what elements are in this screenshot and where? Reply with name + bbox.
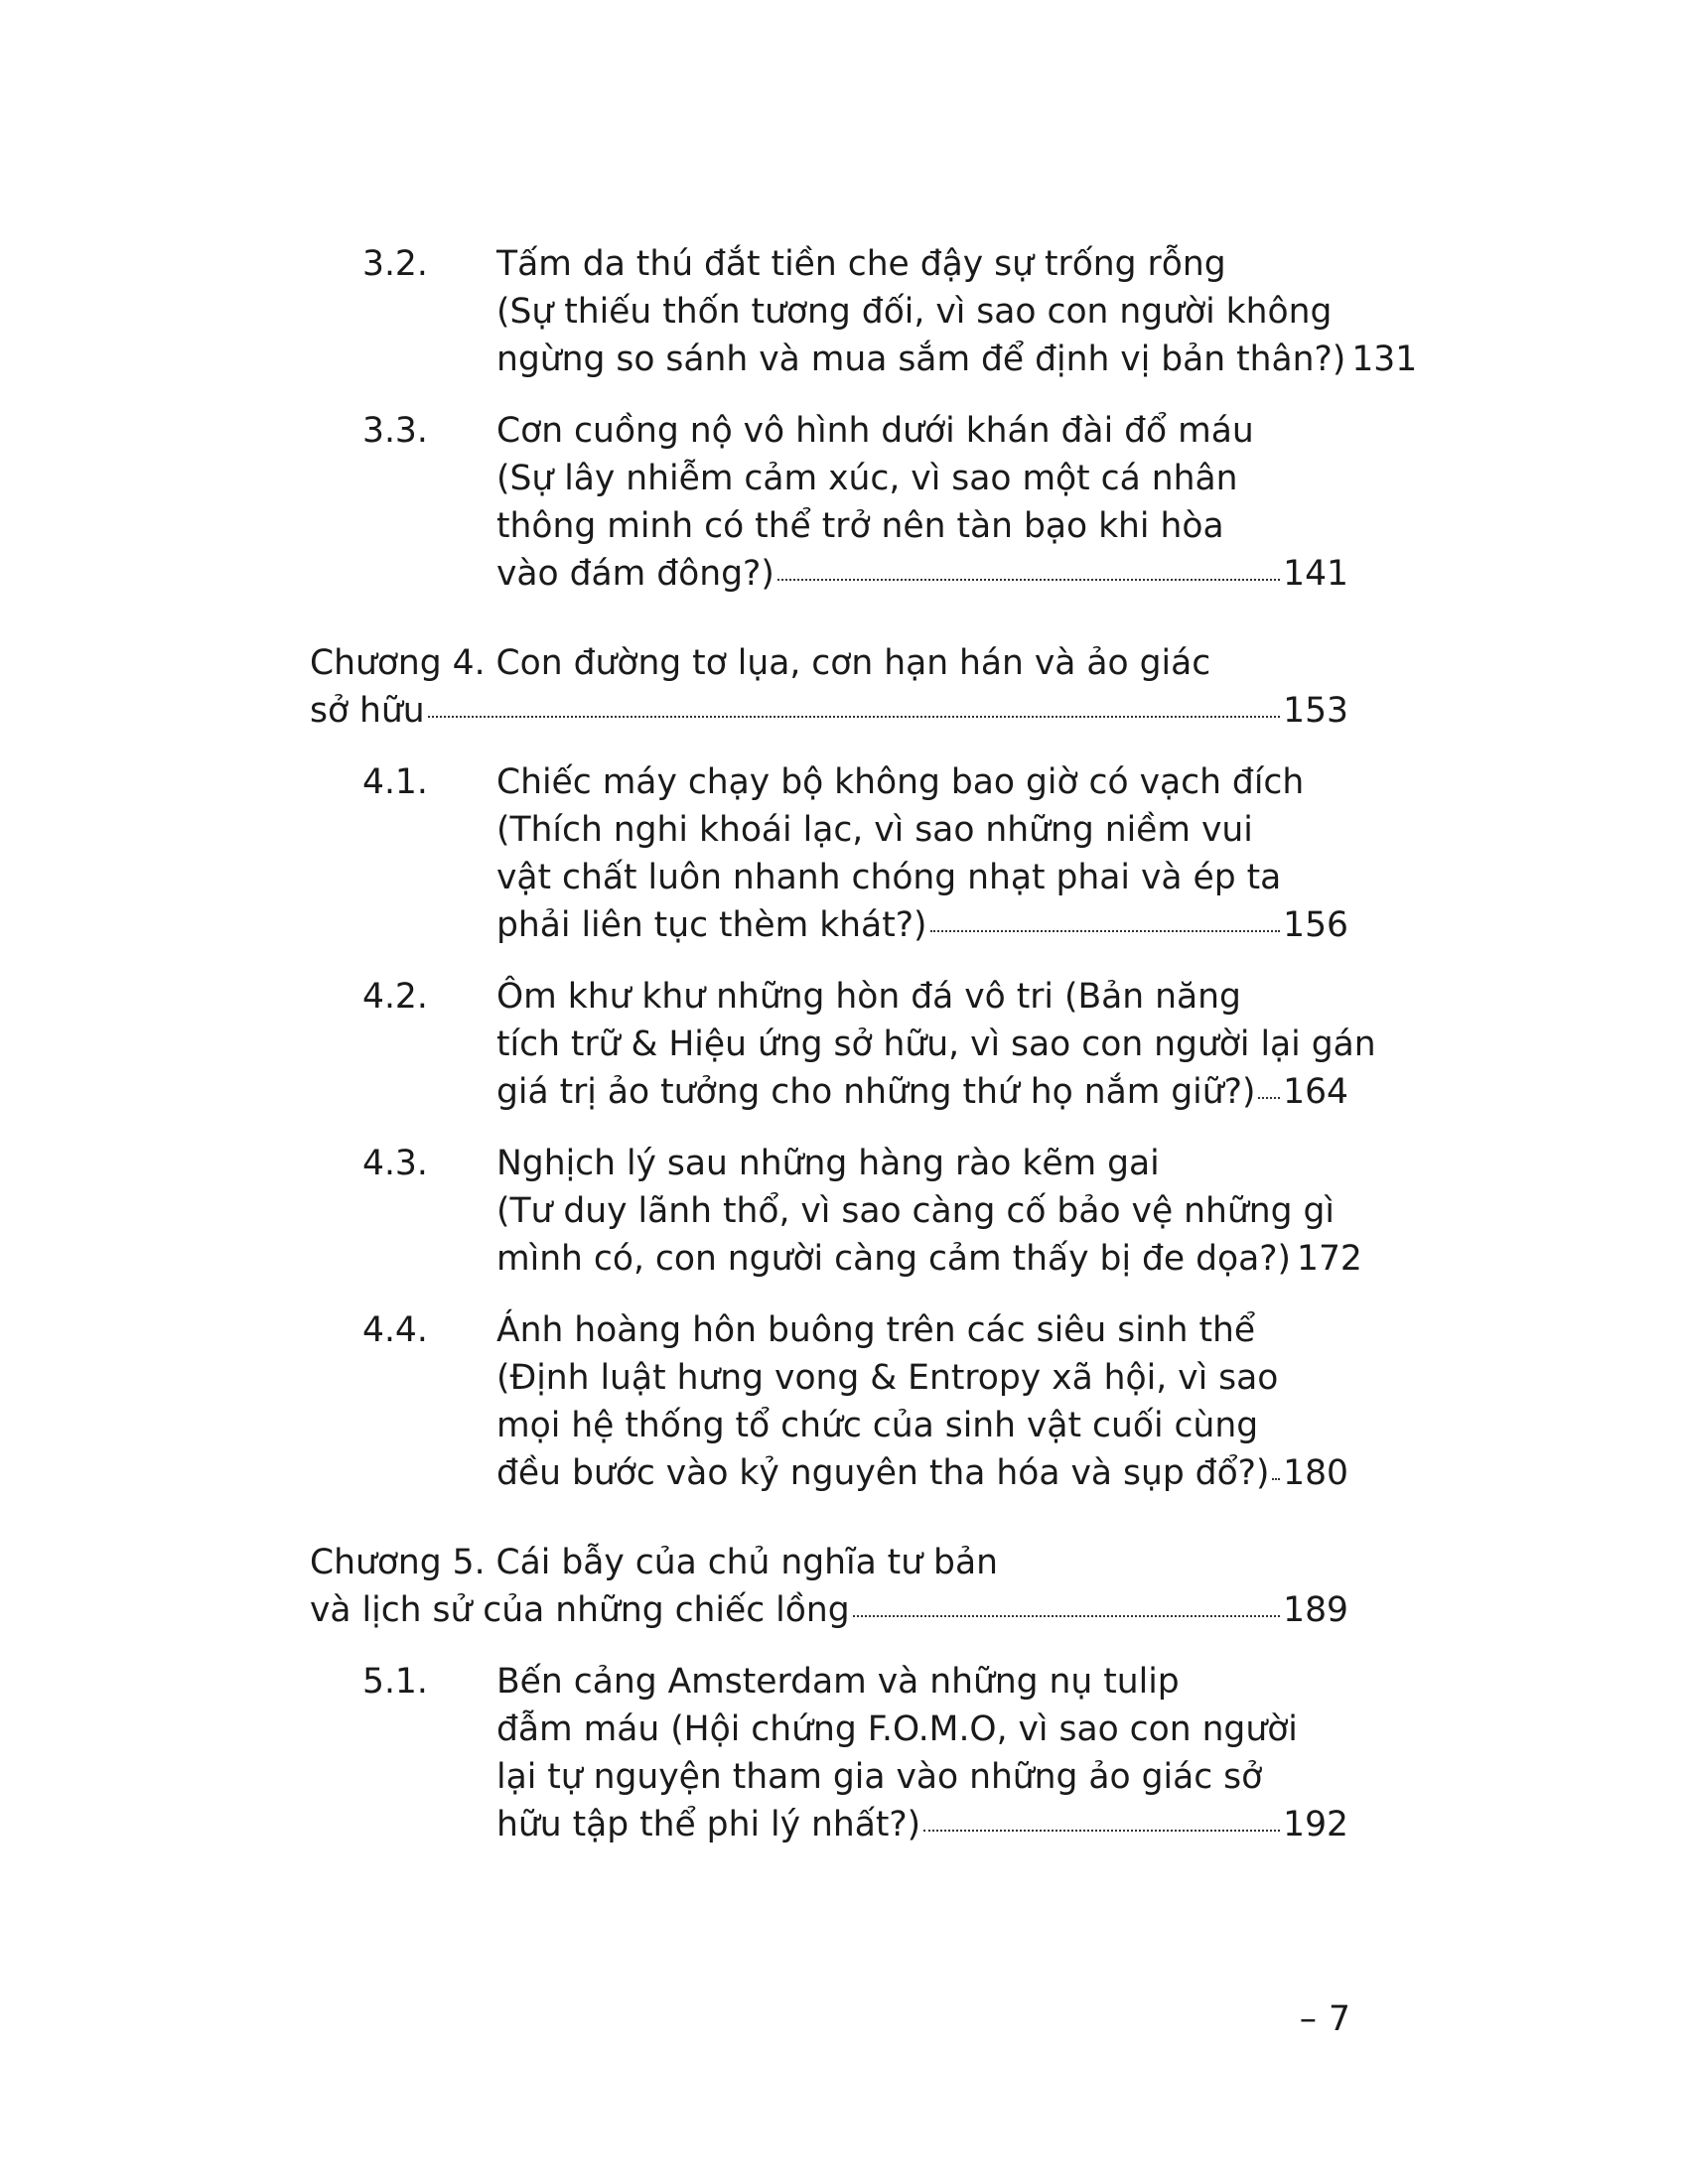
entry-title-line: đẫm máu (Hội chứng F.O.M.O, vì sao con người	[496, 1709, 1298, 1749]
page-reference: 189	[1283, 1590, 1348, 1630]
entry-title-line: (Thích nghi khoái lạc, vì sao những niềm vui	[496, 810, 1253, 850]
section-number: 4.4.	[362, 1310, 428, 1350]
toc-entry-4-4[interactable]	[364, 1306, 1348, 1497]
toc-entry-4-1[interactable]	[364, 758, 1348, 949]
entry-title-line: Bến cảng Amsterdam và những nụ tulip	[496, 1662, 1180, 1702]
entry-title-line: Ánh hoàng hôn buông trên các siêu sinh thể	[496, 1310, 1256, 1350]
dot-leader	[777, 578, 1280, 581]
page-number-dash: –	[1299, 1999, 1318, 2039]
page-reference: 156	[1283, 905, 1348, 945]
table-of-contents	[310, 240, 1418, 1848]
entry-title-line: lại tự nguyện tham gia vào những ảo giác sở	[496, 1757, 1263, 1797]
page-reference: 164	[1283, 1072, 1348, 1112]
chapter-title-line: Chương 5. Cái bẫy của chủ nghĩa tư bản	[310, 1543, 998, 1582]
entry-title-line: (Tư duy lãnh thổ, vì sao càng cố bảo vệ những gì	[496, 1191, 1335, 1231]
entry-title-line: Ôm khư khư những hòn đá vô tri (Bản năng	[496, 977, 1241, 1017]
entry-title-line: (Sự lây nhiễm cảm xúc, vì sao một cá nhân	[496, 459, 1238, 498]
entry-title-line: hữu tập thể phi lý nhất?)	[496, 1805, 921, 1844]
chapter-title-line: Chương 4. Con đường tơ lụa, cơn hạn hán và ảo giác	[310, 643, 1211, 683]
page-reference: 131	[1351, 340, 1418, 379]
entry-title-line: (Sự thiếu thốn tương đối, vì sao con người không	[496, 292, 1333, 332]
page-number: 7	[1329, 1999, 1350, 2039]
entry-title-line: đều bước vào kỷ nguyên tha hóa và sụp đổ?)	[496, 1453, 1270, 1493]
toc-entry-4-2[interactable]	[362, 973, 1376, 1116]
section-number: 3.2.	[362, 244, 428, 284]
dot-leader	[930, 929, 1281, 932]
dot-leader	[923, 1829, 1280, 1832]
toc-chapter-5[interactable]	[310, 1539, 1348, 1634]
dot-leader	[1272, 1477, 1280, 1480]
toc-entry-3-3[interactable]	[364, 407, 1348, 598]
entry-title-line: (Định luật hưng vong & Entropy xã hội, vì sao	[496, 1358, 1279, 1398]
entry-title-line: vật chất luôn nhanh chóng nhạt phai và ép ta	[496, 858, 1282, 897]
section-number: 4.2.	[362, 977, 428, 1017]
entry-title-line: giá trị ảo tưởng cho những thứ họ nắm giữ?)	[496, 1072, 1256, 1112]
page-reference: 153	[1283, 691, 1348, 731]
toc-entry-4-3[interactable]	[362, 1140, 1362, 1283]
dot-leader	[853, 1614, 1281, 1617]
entry-title-line: mình có, con người càng cảm thấy bị đe dọa?)	[496, 1239, 1292, 1279]
section-number: 4.3.	[362, 1144, 428, 1183]
entry-title-line: phải liên tục thèm khát?)	[496, 905, 927, 945]
toc-entry-3-2[interactable]	[362, 240, 1418, 383]
entry-title-line: mọi hệ thống tổ chức của sinh vật cuối cùng	[496, 1406, 1259, 1445]
entry-title-line: ngừng so sánh và mua sắm để định vị bản thân?)	[496, 340, 1346, 379]
entry-title-line: Tấm da thú đắt tiền che đậy sự trống rỗng	[496, 244, 1226, 284]
toc-entry-5-1[interactable]	[364, 1658, 1348, 1848]
entry-title-line: thông minh có thể trở nên tàn bạo khi hòa	[496, 506, 1224, 546]
entry-title-line: vào đám đông?)	[496, 554, 774, 594]
section-number: 5.1.	[362, 1662, 428, 1702]
page-reference: 141	[1283, 554, 1348, 594]
page-reference: 180	[1283, 1453, 1348, 1493]
entry-title-line: tích trữ & Hiệu ứng sở hữu, vì sao con người lại gán	[496, 1024, 1376, 1064]
section-number: 3.3.	[362, 411, 428, 451]
dot-leader	[428, 715, 1280, 718]
chapter-title-line: sở hữu	[310, 691, 425, 731]
page-reference: 192	[1283, 1805, 1348, 1844]
chapter-title-line: và lịch sử của những chiếc lồng	[310, 1590, 850, 1630]
page-reference: 172	[1297, 1239, 1362, 1279]
dot-leader	[1258, 1096, 1280, 1099]
toc-chapter-4[interactable]	[310, 639, 1348, 735]
section-number: 4.1.	[362, 762, 428, 802]
entry-title-line: Chiếc máy chạy bộ không bao giờ có vạch đích	[496, 762, 1305, 802]
entry-title-line: Nghịch lý sau những hàng rào kẽm gai	[496, 1144, 1160, 1183]
page-footer-number	[1300, 1995, 1350, 2043]
entry-title-line: Cơn cuồng nộ vô hình dưới khán đài đổ máu	[496, 411, 1254, 451]
